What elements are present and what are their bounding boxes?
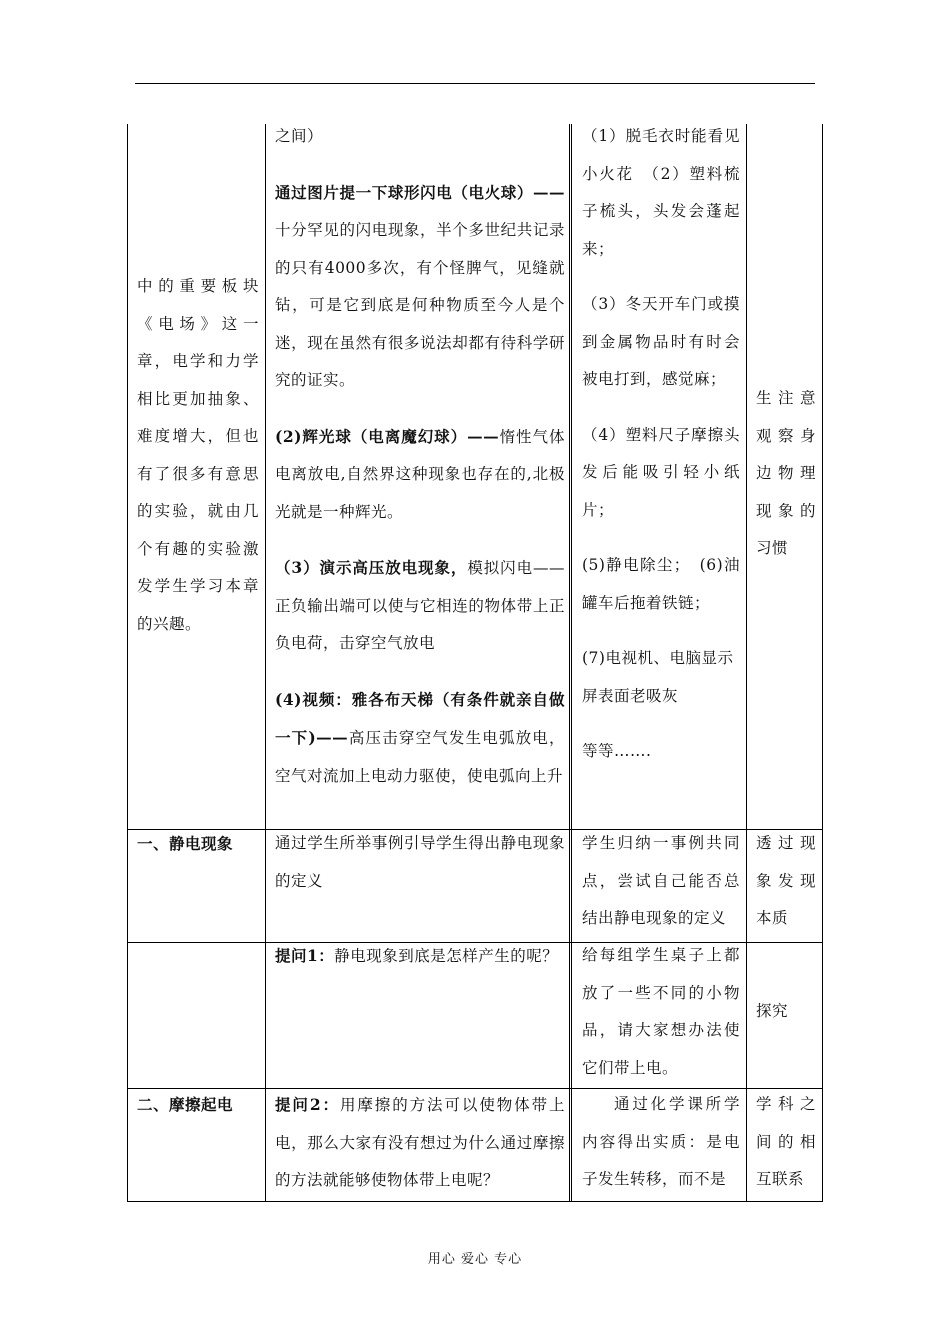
row1-col3-p6: 等等……. [582, 742, 652, 760]
p3-rest: 模拟闪电——正负输出端可以使与它相连的物体带上正负电荷，击穿空气放电 [275, 559, 565, 652]
row4-col4-text: 学科之间的相互联系 [756, 1095, 816, 1188]
row1-col3-p1: （1）脱毛衣时能看见小火花 （2）塑料梳子梳头，头发会蓬起来； [582, 127, 740, 258]
p3-bold: （3）演示高压放电现象， [275, 558, 468, 577]
row3-col2-bold: 提问1： [275, 946, 335, 965]
p1-bold: 通过图片提一下球形闪电（电火球）—— [275, 182, 565, 202]
row3-col2-rest: 静电现象到底是怎样产生的呢？ [334, 947, 559, 965]
page-footer: 用心 爱心 专心 [427, 1252, 523, 1267]
row1-col3-p2: （3）冬天开车门或摸到金属物品时有时会被电打到，感觉麻； [582, 295, 740, 388]
header-rule [135, 83, 815, 84]
row2-col3-text: 学生归纳一事例共同点，尝试自己能否总结出静电现象的定义 [582, 834, 740, 927]
row3-col4-text: 探究 [756, 1002, 789, 1020]
row1-col2-p0: 之间） [275, 127, 324, 145]
col-divider-1 [265, 124, 266, 1202]
row2-col2-text: 通过学生所举事例引导学生得出静电现象的定义 [275, 834, 565, 890]
p4-bold: (4)视频：雅各布天梯（有条件就亲自做一下)—— [275, 689, 565, 747]
row1-col2-p4 [275, 681, 565, 796]
row4-col1-heading: 二、摩擦起电 [137, 1095, 234, 1114]
row1-col3-p5: (7)电视机、电脑显示屏表面老吸灰 [582, 649, 734, 705]
row1-col4-text: 生注意观察身边物理现象的习惯 [756, 389, 816, 557]
row1-col2-p2 [275, 418, 565, 532]
row1-col3 [582, 118, 740, 771]
row1-col2-p3 [275, 549, 565, 663]
row3-col2-text [275, 937, 565, 976]
p2-rest: 惰性气体电离放电,自然界这种现象也存在的,北极光就是一种辉光。 [275, 427, 565, 521]
row1-col3-p4: (5)静电除尘； (6)油罐车后拖着铁链； [582, 556, 740, 612]
row1-col1-text: 中的重要板块《电场》这一章，电学和力学相比更加抽象、难度增大，但也有了很多有意思的实验，就由几个有趣的实验激发学生学习本章的兴趣。 [137, 277, 259, 633]
row3-col3-text: 给每组学生桌子上都放了一些不同的小物品，请大家想办法使它们带上电。 [582, 946, 740, 1077]
p2-bold: (2)辉光球（电离魔幻球）—— [275, 426, 500, 446]
row1-col3-p3: （4）塑料尺子摩擦头发后能吸引轻小纸片； [582, 425, 740, 519]
row1-col2-p1 [275, 174, 565, 400]
row2-col4-text: 透过现象发现本质 [756, 834, 816, 927]
p1-rest: 十分罕见的闪电现象，半个多世纪共记录的只有4000多次，有个怪脾气，见缝就钻，可是它到底是何种物质至今人是个迷，现在虽然有很多说法却都有待科学研究的证实。 [275, 221, 565, 389]
row4-col3-text: 通过化学课所学内容得出实质：是电子发生转移，而不是 [582, 1095, 740, 1188]
col-divider-3 [746, 124, 747, 1202]
row4-col2-text [275, 1086, 565, 1200]
row4-col2-rest: 用摩擦的方法可以使物体带上电，那么大家有没有想过为什么通过摩擦的方法就能够使物体带上电呢？ [275, 1096, 565, 1189]
p4-rest: 高压击穿空气发生电弧放电，空气对流加上电动力驱使，使电弧向上升 [275, 729, 565, 785]
row2-col1-heading: 一、静电现象 [137, 834, 234, 853]
col-divider-2 [569, 124, 572, 1202]
row1-col2 [275, 118, 565, 795]
row4-col2-bold: 提问2： [275, 1095, 340, 1114]
